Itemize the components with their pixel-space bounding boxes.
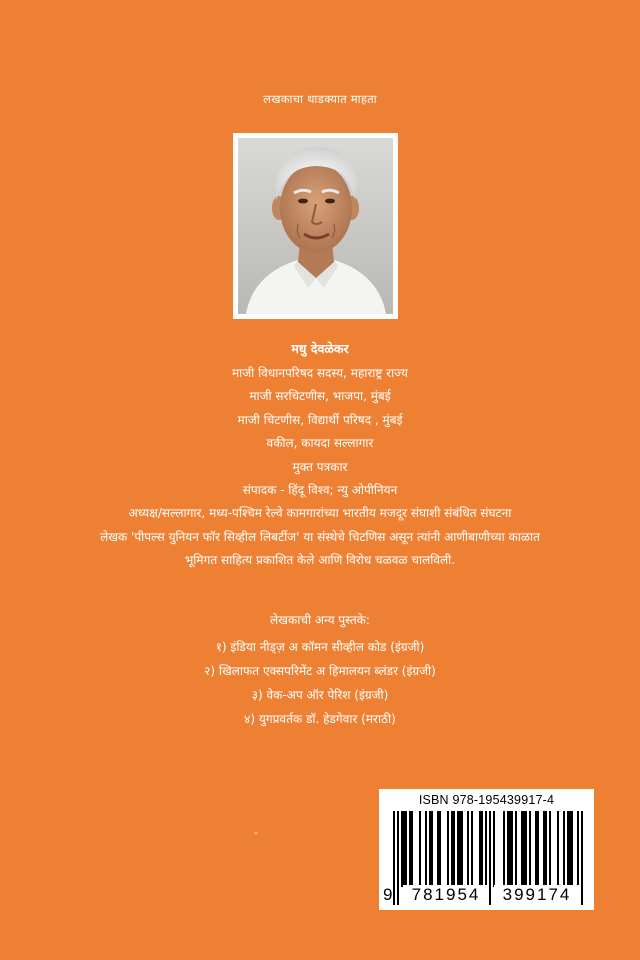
bio-line: भूमिगत साहित्य प्रकाशित केले आणि विरोध चळवळ चालविली.	[184, 553, 456, 568]
bio-line: मुक्त पत्रकार	[292, 459, 348, 474]
books-label: लेखकाची अन्य पुस्तके:	[270, 613, 370, 627]
section-heading: लखकाचा थाडक्यात माहता	[263, 92, 377, 106]
barcode-bar	[403, 811, 405, 887]
book-item: २) खिलाफत एक्सपरिमेंट अ हिमालयन ब्लंडर (इंग्रजी)	[204, 664, 436, 678]
barcode-bar	[525, 811, 527, 887]
barcode-bar	[439, 811, 441, 887]
barcode-bar	[535, 811, 537, 887]
barcode-bar	[409, 811, 411, 887]
barcode-bar	[523, 811, 525, 887]
barcode-bar	[569, 811, 571, 887]
barcode-bar	[429, 811, 431, 887]
barcode-bar	[567, 811, 569, 887]
barcode-bar	[479, 811, 481, 887]
barcode-bar	[563, 811, 565, 887]
bio-line: माजी चिटणीस, विद्यार्थी परिषद , मुंबई	[237, 412, 403, 427]
barcode-bar	[537, 811, 539, 887]
barcode-left-digits: 781954	[403, 885, 489, 905]
barcode-bar	[511, 811, 513, 887]
barcode-right-digits: 399174	[494, 885, 580, 905]
barcode-bar	[467, 811, 469, 887]
bio-line: अध्यक्ष/सल्लागार, मध्य-पश्चिम रेल्वे कामगारांच्या भारतीय मजदूर संघाशी संबंधित संघटना	[128, 506, 512, 521]
book-item: ३) वेक-अप ऑर पेरिश (इंग्रजी)	[251, 688, 389, 702]
barcode-bar	[437, 811, 439, 887]
barcode-bar	[557, 811, 559, 887]
bio-line: संपादक - हिंदू विश्व; न्यु ओपीनियन	[242, 483, 398, 498]
barcode-bar	[411, 811, 413, 887]
barcode-bar	[401, 811, 403, 887]
author-name: मधु देवळेकर	[291, 341, 349, 356]
book-item: ४) युगप्रवर्तक डॉ. हेडगेवार (मराठी)	[244, 712, 396, 726]
barcode-bar	[481, 811, 483, 887]
barcode-bar	[545, 811, 547, 887]
barcode-bar	[489, 811, 491, 905]
barcode-bar	[447, 811, 449, 887]
barcode-bar	[453, 811, 455, 887]
other-books	[0, 610, 640, 731]
barcode-bar	[529, 811, 531, 887]
author-photo	[233, 133, 398, 319]
footer-mark: -	[254, 826, 258, 839]
barcode-bar	[431, 811, 433, 887]
bio-line: वकील, कायदा सल्लागार	[266, 436, 374, 451]
author-bio	[0, 338, 640, 573]
barcode-bar	[581, 811, 583, 905]
barcode-bar	[405, 811, 407, 887]
barcode-bar	[397, 811, 399, 905]
barcode-bar	[521, 811, 523, 887]
barcode-bar	[543, 811, 545, 887]
bio-line: माजी सरचिटणीस, भाजपा, मुंबई	[249, 389, 391, 404]
barcode-bar	[549, 811, 551, 887]
barcode-bar	[459, 811, 461, 887]
barcode-bar	[457, 811, 459, 887]
barcode-lead-digit: 9	[383, 885, 393, 904]
barcode-bar	[571, 811, 573, 887]
barcode-bar	[509, 811, 511, 887]
barcode-bar	[493, 811, 495, 887]
barcode-bar	[507, 811, 509, 887]
isbn-label: ISBN 978-195439917-4	[418, 793, 555, 807]
bio-line: लेखक 'पीपल्स युनियन फॉर सिव्हील लिबर्टीज' या संस्थेचे चिटणिस असून त्यांनी आणीबाणीच्या काळात	[100, 529, 540, 544]
barcode-bar	[393, 811, 395, 905]
barcode-bar	[515, 811, 517, 887]
barcode-bar	[471, 811, 473, 887]
isbn-barcode	[379, 789, 594, 910]
book-item: १) इंडिया नीड्ज़ अ कॉमन सीव्हील कोड (इंग्रजी)	[215, 640, 425, 654]
barcode-bar	[425, 811, 427, 887]
barcode-bar	[451, 811, 453, 887]
barcode-bar	[419, 811, 421, 887]
barcode-bar	[503, 811, 505, 887]
bio-line: माजी विधानपरिषद सदस्य, महाराष्ट्र राज्य	[231, 366, 409, 380]
barcode-bar	[461, 811, 463, 887]
